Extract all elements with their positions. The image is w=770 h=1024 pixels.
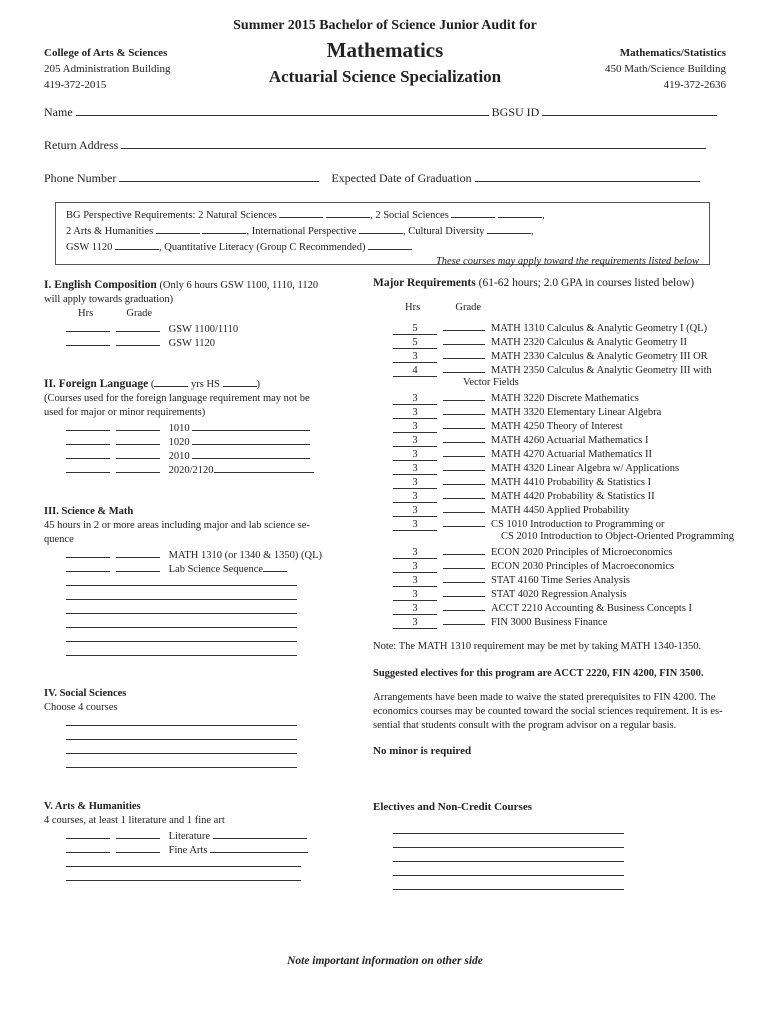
major-course-row [393,474,758,488]
major-course-grade[interactable] [443,572,485,583]
major-course-hrs[interactable]: 3 [393,491,437,503]
major-desc: (61-62 hours; 2.0 GPA in courses listed below) [478,277,695,289]
grade-blank[interactable] [437,851,481,862]
course-blank[interactable] [481,823,624,834]
course-blank[interactable] [154,603,297,614]
hrs-blank[interactable] [66,842,110,853]
science-row-5 [44,603,354,617]
hrs-blank[interactable] [393,837,437,848]
arts-humanities-section [44,800,354,884]
major-course-grade[interactable] [443,544,485,555]
science-row-4 [44,589,354,603]
major-course-hrs[interactable]: 3 [393,477,437,489]
course-blank[interactable] [481,865,624,876]
english-desc: (Only 6 hours GSW 1100, 1110, 1120 [159,280,319,291]
grade-blank[interactable] [110,645,154,656]
major-title-label: Major Requirements [373,277,476,289]
course-blank[interactable] [481,879,624,890]
foreign-row-2 [44,434,354,448]
course-blank[interactable] [263,561,287,572]
major-course-name: MATH 3320 Elementary Linear Algebra [491,407,662,418]
course-name: 2010 [168,451,190,462]
science-math-section [44,505,354,659]
major-note: Note: The MATH 1310 requirement may be met by taking MATH 1340-1350. [373,641,702,652]
major-course-hrs[interactable]: 3 [393,407,437,419]
hrs-blank[interactable] [393,851,437,862]
major-course-name: STAT 4160 Time Series Analysis [491,575,630,586]
major-course-name: MATH 4270 Actuarial Mathematics II [491,449,652,460]
course-name: GSW 1120 [168,338,216,349]
hrs-blank[interactable] [66,603,110,614]
bg-line2-c: , Cultural Diversity [403,226,485,237]
hrs-blank[interactable] [66,448,110,459]
major-course-grade[interactable] [443,516,485,527]
major-course-row [393,432,758,446]
bg-perspective-box: BG Perspective Requirements: 2 Natural Sciences , 2 Social Sciences , 2 Arts & Humanities , International Perspective , Cultural Diversity , GSW 1120 , Quantitative Literacy (Group C Recommended) These courses may apply toward the requirements listed below [55,202,710,265]
major-course-name: Vector Fields [463,377,519,388]
foreign-row-4 [44,462,354,476]
audit-title: Summer 2015 Bachelor of Science Junior Audit for [233,18,537,33]
elective-row-3 [393,851,758,865]
foreign-language-section [44,376,354,476]
hrs-blank[interactable] [66,575,110,586]
major-course-row [393,516,758,530]
yrs-hs-label: yrs HS [188,379,223,390]
major-section [373,277,758,893]
grade-blank[interactable] [116,547,160,558]
major-course-name: CS 1010 Introduction to Programming or [491,519,665,530]
grade-blank[interactable] [437,837,481,848]
grade-blank[interactable] [116,561,160,572]
grade-blank[interactable] [116,321,160,332]
grade-blank[interactable] [437,823,481,834]
social-row-2 [44,729,354,743]
course-name: 1020 [168,437,190,448]
major-course-row [393,614,758,628]
arts-row-4 [44,870,354,884]
department-address: 450 Math/Science Building [605,63,726,75]
grade-blank[interactable] [110,575,154,586]
major-course-hrs[interactable]: 4 [393,365,437,377]
course-name: 2020/2120 [168,465,214,476]
course-blank[interactable] [192,420,310,431]
hrs-blank[interactable] [393,879,437,890]
english-grade-label: Grade [126,308,153,319]
grade-blank[interactable] [110,729,154,740]
major-course-row [393,418,758,432]
major-course-row [393,586,758,600]
bgsu-id-label: BGSU ID [491,105,540,119]
major-course-row [393,376,758,390]
hrs-blank[interactable] [66,617,110,628]
major-course-grade[interactable] [443,418,485,429]
major-grade-label: Grade [455,302,482,313]
name-label: Name [44,105,73,119]
science-row-7 [44,631,354,645]
hrs-blank[interactable] [66,729,110,740]
science-math-title: III. Science & Math [44,506,134,517]
english-row-2 [44,335,354,349]
major-course-grade[interactable] [443,600,485,611]
english-title: I. English Composition [44,279,157,291]
course-name: Literature [168,831,211,842]
english-row-1 [44,321,354,335]
major-course-row [393,572,758,586]
grade-blank[interactable] [116,842,160,853]
major-course-grade[interactable] [443,502,485,513]
major-course-grade[interactable] [443,404,485,415]
major-course-hrs[interactable]: 3 [393,575,437,587]
social-science-2[interactable] [498,207,542,218]
major-course-row [393,600,758,614]
grade-blank[interactable] [110,617,154,628]
course-blank[interactable] [154,743,297,754]
hrs-blank[interactable] [66,462,110,473]
major-course-grade[interactable] [443,334,485,345]
arts-row-2 [44,842,354,856]
natural-science-2[interactable] [326,207,370,218]
course-name: Lab Science Sequence [168,564,264,575]
hrs-blank[interactable] [66,828,110,839]
major-course-name: MATH 2350 Calculus & Analytic Geometry III with [491,365,712,376]
grade-blank[interactable] [437,865,481,876]
social-row-3 [44,743,354,757]
arrangements-line-3: sential that students consult with the program advisor on a regular basis. [373,720,677,731]
arts-humanities-1[interactable] [156,223,200,234]
grade-blank[interactable] [110,589,154,600]
major-course-hrs[interactable]: 3 [393,603,437,615]
graduation-field[interactable] [475,170,700,182]
hrs-blank[interactable] [66,757,110,768]
english-section [44,278,354,349]
major-course-hrs[interactable]: 3 [393,561,437,573]
foreign-row-3 [44,448,354,462]
social-sciences-section [44,687,354,771]
arts-humanities-title: V. Arts & Humanities [44,801,141,812]
grade-blank[interactable] [116,335,160,346]
course-blank[interactable] [154,575,297,586]
course-blank[interactable] [154,856,301,867]
major-course-grade[interactable] [443,474,485,485]
hrs-blank[interactable] [66,335,110,346]
hrs-blank[interactable] [66,420,110,431]
bg-line1-a: BG Perspective Requirements: 2 Natural Sciences [66,210,277,221]
science-row-1 [44,547,354,561]
course-blank[interactable] [154,589,297,600]
grade-blank[interactable] [116,434,160,445]
major-course-name: ECON 2020 Principles of Microeconomics [491,547,673,558]
course-blank[interactable] [154,645,297,656]
grade-blank[interactable] [110,743,154,754]
major-course-name: MATH 1310 Calculus & Analytic Geometry I (QL) [491,323,708,334]
grade-blank[interactable] [110,631,154,642]
foreign-language-desc-1: (Courses used for the foreign language requirement may not be [44,393,310,404]
major-course-grade[interactable] [443,362,485,373]
major-course-hrs[interactable]: 3 [393,421,437,433]
major-course-name: MATH 3220 Discrete Mathematics [491,393,639,404]
course-blank[interactable] [481,837,624,848]
major-course-name: ECON 2030 Principles of Macroeconomics [491,561,675,572]
science-row-2 [44,561,354,575]
college-info [44,45,171,93]
quantitative-literacy[interactable] [368,239,412,250]
hrs-blank[interactable] [393,823,437,834]
major-course-list [373,320,758,628]
major-course-name: MATH 4320 Linear Algebra w/ Applications [491,463,680,474]
hrs-blank[interactable] [66,547,110,558]
major-course-grade[interactable] [443,390,485,401]
arts-row-3 [44,856,354,870]
science-row-3 [44,575,354,589]
department-phone: 419-372-2636 [663,79,726,91]
major-course-row [393,558,758,572]
course-blank[interactable] [154,729,297,740]
major-course-hrs[interactable]: 5 [393,337,437,349]
elective-row-2 [393,837,758,851]
hrs-blank[interactable] [66,561,110,572]
major-course-name: MATH 2330 Calculus & Analytic Geometry III OR [491,351,708,362]
grade-blank[interactable] [110,757,154,768]
major-course-row [393,334,758,348]
course-blank[interactable] [192,448,310,459]
foreign-row-1 [44,420,354,434]
major-course-grade[interactable] [443,586,485,597]
arts-humanities-desc: 4 courses, at least 1 literature and 1 fine art [44,815,225,826]
grade-blank[interactable] [116,828,160,839]
department-info [605,45,726,93]
major-hrs-label: Hrs [405,302,421,313]
science-row-6 [44,617,354,631]
yrs-hs-blank[interactable] [154,376,188,387]
paren-close: ) [256,379,261,390]
college-name: College of Arts & Sciences [44,47,168,59]
electives-list [373,823,758,893]
phone-label: Phone Number [44,171,117,185]
major-course-name: ACCT 2210 Accounting & Business Concepts I [491,603,693,614]
return-address-label: Return Address [44,138,119,152]
major-course-row [393,446,758,460]
major-course-hrs[interactable]: 3 [393,463,437,475]
name-field[interactable] [76,104,489,116]
department-name: Mathematics/Statistics [619,47,726,59]
major-course-hrs[interactable]: 3 [393,547,437,559]
hrs-blank[interactable] [66,434,110,445]
major-course-hrs[interactable]: 3 [393,449,437,461]
social-sciences-desc: Choose 4 courses [44,702,118,713]
course-blank[interactable] [154,617,297,628]
major-course-grade[interactable] [443,432,485,443]
major-course-row [393,390,758,404]
grade-blank[interactable] [116,448,160,459]
major-course-hrs[interactable]: 3 [393,589,437,601]
hrs-blank[interactable] [66,743,110,754]
major-course-hrs[interactable]: 3 [393,351,437,363]
course-name: MATH 1310 (or 1340 & 1350) (QL) [168,550,323,561]
electives-note: Suggested electives for this program are ACCT 2220, FIN 4200, FIN 3500. [373,668,704,679]
bgsu-id-field[interactable] [542,104,717,116]
major-course-name: STAT 4020 Regression Analysis [491,589,627,600]
major-course-grade[interactable] [443,348,485,359]
major-course-row [393,362,758,376]
hrs-blank[interactable] [66,645,110,656]
bg-line3-a: GSW 1120 [66,242,113,253]
footer-note: Note important information on other side [287,955,483,967]
arrangements-line-2: economics courses may be counted toward the social sciences requirement. It is es- [373,706,723,717]
name-row [44,104,717,120]
grade-blank[interactable] [110,856,154,867]
major-course-row [393,320,758,334]
grade-blank[interactable] [116,462,160,473]
course-blank[interactable] [192,434,310,445]
bg-note: These courses may apply toward the requirements listed below [435,256,699,267]
hrs-blank[interactable] [66,715,110,726]
grade-blank[interactable] [437,879,481,890]
natural-science-1[interactable] [279,207,323,218]
major-course-hrs[interactable]: 3 [393,393,437,405]
hrs-blank[interactable] [66,856,110,867]
elective-row-1 [393,823,758,837]
grade-blank[interactable] [116,420,160,431]
social-science-1[interactable] [451,207,495,218]
major-course-hrs[interactable]: 3 [393,435,437,447]
major-course-name: MATH 4260 Actuarial Mathematics I [491,435,649,446]
major-course-name: CS 2010 Introduction to Object-Oriented Programming [501,531,735,542]
major-course-grade[interactable] [443,320,485,331]
major-course-grade[interactable] [443,614,485,625]
phone-row [44,170,700,186]
science-row-8 [44,645,354,659]
hrs-blank[interactable] [66,631,110,642]
major-course-row [393,530,758,544]
course-blank[interactable] [154,870,301,881]
course-blank[interactable] [214,462,314,473]
elective-row-5 [393,879,758,893]
major-course-hrs[interactable]: 3 [393,505,437,517]
major-course-grade[interactable] [443,460,485,471]
elective-row-4 [393,865,758,879]
hrs-blank[interactable] [393,865,437,876]
grade-blank[interactable] [110,715,154,726]
major-course-name: MATH 4250 Theory of Interest [491,421,623,432]
major-course-name: MATH 4410 Probability & Statistics I [491,477,652,488]
return-address-field[interactable] [121,137,706,149]
course-blank[interactable] [154,631,297,642]
course-blank[interactable] [481,851,624,862]
major-course-row [393,348,758,362]
major-course-name: MATH 2320 Calculus & Analytic Geometry II [491,337,687,348]
major-course-row [393,460,758,474]
cultural-diversity[interactable] [487,223,531,234]
paren-open: ( [150,379,155,390]
social-row-4 [44,757,354,771]
arts-row-1 [44,828,354,842]
major-course-hrs[interactable]: 5 [393,323,437,335]
major-course-row [393,502,758,516]
return-address-row [44,137,706,153]
major-course-grade[interactable] [443,558,485,569]
major-course-name: MATH 4450 Applied Probability [491,505,630,516]
electives-title: Electives and Non-Credit Courses [373,801,532,813]
grade-blank[interactable] [110,603,154,614]
phone-field[interactable] [119,170,319,182]
foreign-language-title: II. Foreign Language [44,378,149,390]
hrs-blank[interactable] [66,589,110,600]
major-course-row [393,404,758,418]
international-perspective[interactable] [359,223,403,234]
english-hrs-label: Hrs [78,308,94,319]
bg-line2-b: , International Perspective [246,226,357,237]
course-name: GSW 1100/1110 [168,324,239,335]
major-course-name: FIN 3000 Business Finance [491,617,608,628]
foreign-language-desc-2: used for major or minor requirements) [44,407,206,418]
major-course-hrs[interactable]: 3 [393,519,437,531]
grade-blank[interactable] [110,870,154,881]
english-desc-2: will apply towards graduation) [44,294,174,305]
hrs-blank[interactable] [66,870,110,881]
social-row-1 [44,715,354,729]
college-phone: 419-372-2015 [44,79,107,91]
arts-humanities-2[interactable] [202,223,246,234]
college-address: 205 Administration Building [44,63,171,75]
course-blank[interactable] [210,842,308,853]
specialization-title: Actuarial Science Specialization [268,67,502,86]
hrs-blank[interactable] [66,321,110,332]
major-course-row [393,488,758,502]
major-course-name: MATH 4420 Probability & Statistics II [491,491,655,502]
major-course-grade[interactable] [443,446,485,457]
no-minor-note: No minor is required [373,745,472,757]
yrs-hs-blank-2[interactable] [223,376,257,387]
arrangements-line-1: Arrangements have been made to waive the stated prerequisites to FIN 4200. The [373,692,716,703]
gsw-1120-blank[interactable] [115,239,159,250]
science-math-desc-1: 45 hours in 2 or more areas including major and lab science se- [44,520,310,531]
course-name: 1010 [168,423,190,434]
course-blank[interactable] [154,715,297,726]
course-name: Fine Arts [168,845,208,856]
bg-line2-a: 2 Arts & Humanities [66,226,154,237]
course-blank[interactable] [154,757,297,768]
bg-line1-b: , 2 Social Sciences [370,210,449,221]
major-title: Mathematics [326,38,444,62]
graduation-label: Expected Date of Graduation [331,171,472,185]
major-course-row [393,544,758,558]
bg-line3-b: , Quantitative Literacy (Group C Recommended) [159,242,366,253]
science-math-desc-2: quence [44,534,74,545]
major-course-grade[interactable] [443,488,485,499]
major-course-hrs[interactable]: 3 [393,617,437,629]
course-blank[interactable] [213,828,307,839]
social-sciences-title: IV. Social Sciences [44,688,127,699]
